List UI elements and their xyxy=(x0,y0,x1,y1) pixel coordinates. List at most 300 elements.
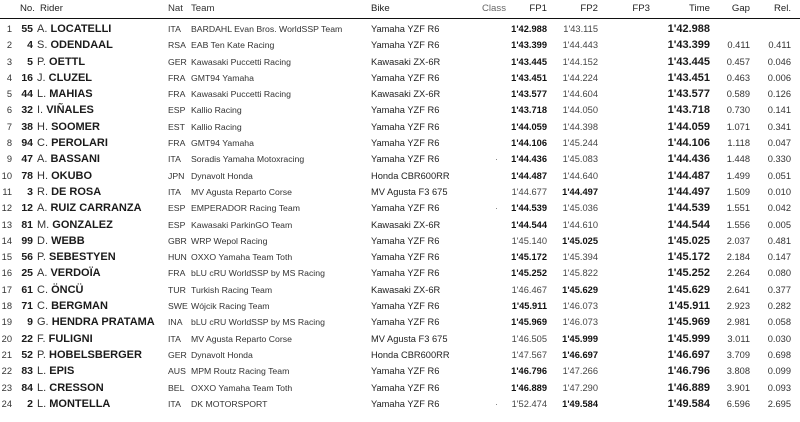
fp1-time: 1'43.577 xyxy=(511,89,547,100)
fp2-time: 1'44.050 xyxy=(562,105,598,116)
rider-initial: G. xyxy=(37,316,49,329)
rider-name xyxy=(37,119,100,135)
table-row xyxy=(0,265,800,281)
rider-name xyxy=(37,363,74,379)
position: 18 xyxy=(1,301,12,312)
table-row xyxy=(0,184,800,200)
best-time: 1'45.629 xyxy=(667,283,710,296)
rider-name xyxy=(37,396,110,412)
best-time: 1'43.399 xyxy=(667,39,710,52)
position: 7 xyxy=(6,121,12,132)
table-row xyxy=(0,54,800,70)
fp1-time: 1'44.059 xyxy=(511,121,547,132)
header-fp2: FP2 xyxy=(580,3,598,14)
best-time: 1'43.445 xyxy=(667,55,710,68)
rider-initial: C. xyxy=(37,283,48,296)
fp1-time: 1'46.505 xyxy=(511,333,547,344)
fp2-time: 1'44.610 xyxy=(562,219,598,230)
nationality: HUN xyxy=(168,252,187,263)
relative-gap: 0.005 xyxy=(767,219,791,230)
fp1-time: 1'43.451 xyxy=(511,72,547,83)
rider-initial: L. xyxy=(37,381,47,394)
rider-surname: OKUBO xyxy=(51,169,93,182)
team-name: GMT94 Yamaha xyxy=(191,138,254,149)
best-time: 1'44.059 xyxy=(667,120,710,133)
rider-initial: L. xyxy=(37,397,47,410)
fp2-time: 1'44.224 xyxy=(562,72,598,83)
position: 11 xyxy=(2,186,12,197)
rider-name xyxy=(37,168,92,184)
nationality: EST xyxy=(168,121,185,132)
table-row xyxy=(0,168,800,184)
gap: 1.499 xyxy=(726,170,750,181)
team-name: Turkish Racing Team xyxy=(191,284,273,295)
relative-gap: 0.006 xyxy=(767,72,791,83)
fp1-time: 1'46.889 xyxy=(511,382,547,393)
header-bike: Bike xyxy=(371,3,390,14)
nationality: GBR xyxy=(168,235,187,246)
position: 16 xyxy=(1,268,12,279)
rider-initial: C. xyxy=(37,300,48,313)
table-row xyxy=(0,298,800,314)
rider-name xyxy=(37,233,85,249)
rider-surname: ÖNCÜ xyxy=(51,283,84,296)
rider-name xyxy=(37,184,101,200)
team-name: DK MOTORSPORT xyxy=(191,398,268,409)
gap: 3.011 xyxy=(727,333,750,344)
rider-surname: CLUZEL xyxy=(48,71,93,84)
nationality: ITA xyxy=(168,398,181,409)
team-name: Dynavolt Honda xyxy=(191,170,253,181)
fp2-time: 1'44.497 xyxy=(562,186,598,197)
bike-model: Yamaha YZF R6 xyxy=(371,382,440,393)
team-name: Dynavolt Honda xyxy=(191,349,253,360)
gap: 3.901 xyxy=(726,382,750,393)
rider-number: 12 xyxy=(21,202,33,215)
nationality: ESP xyxy=(168,203,186,214)
table-row xyxy=(0,21,800,37)
nationality: ITA xyxy=(168,333,181,344)
rider-number: 4 xyxy=(27,39,33,52)
rider-surname: OETTL xyxy=(49,55,86,68)
rider-number: 83 xyxy=(21,365,33,378)
rider-number: 84 xyxy=(21,381,33,394)
rider-surname: EPIS xyxy=(49,365,75,378)
class-marker: · xyxy=(495,203,498,214)
bike-model: Kawasaki ZX-6R xyxy=(371,219,441,230)
team-name: Kallio Racing xyxy=(191,121,242,132)
header-team: Team xyxy=(191,3,215,14)
team-name: BARDAHL Evan Bros. WorldSSP Team xyxy=(191,24,343,34)
relative-gap: 0.093 xyxy=(767,382,791,393)
relative-gap: 0.330 xyxy=(767,154,791,165)
rider-name xyxy=(37,135,108,151)
position: 6 xyxy=(6,105,12,116)
bike-model: Yamaha YZF R6 xyxy=(371,105,440,116)
class-marker: · xyxy=(495,154,498,165)
team-name: Kawasaki ParkinGO Team xyxy=(191,219,293,230)
table-row xyxy=(0,314,800,330)
fp1-time: 1'45.252 xyxy=(511,268,547,279)
best-time: 1'44.539 xyxy=(667,202,710,215)
rider-number: 2 xyxy=(27,397,33,410)
fp1-time: 1'44.436 xyxy=(511,154,547,165)
header-gap: Gap xyxy=(731,3,750,14)
gap: 0.730 xyxy=(726,105,750,116)
bike-model: Yamaha YZF R6 xyxy=(371,154,440,165)
table-row xyxy=(0,282,800,298)
relative-gap: 0.058 xyxy=(767,317,791,328)
team-name: GMT94 Yamaha xyxy=(191,72,254,83)
rider-name xyxy=(37,70,92,86)
fp2-time: 1'44.152 xyxy=(562,56,598,67)
rider-surname: HOBELSBERGER xyxy=(49,348,142,361)
gap: 1.071 xyxy=(726,121,750,132)
nationality: FRA xyxy=(168,89,186,100)
nationality: FRA xyxy=(168,138,186,149)
gap: 2.184 xyxy=(726,252,750,263)
gap: 0.589 xyxy=(726,89,750,100)
position: 5 xyxy=(6,89,12,100)
nationality: GER xyxy=(168,56,187,67)
table-row xyxy=(0,200,800,216)
fp2-time: 1'45.999 xyxy=(562,333,598,344)
rider-surname: WEBB xyxy=(51,234,85,247)
table-row xyxy=(0,233,800,249)
fp1-time: 1'43.718 xyxy=(511,105,547,116)
rider-surname: SOOMER xyxy=(51,120,100,133)
team-name: Wójcik Racing Team xyxy=(191,301,270,312)
bike-model: Yamaha YZF R6 xyxy=(371,121,440,132)
fp2-time: 1'45.244 xyxy=(562,138,598,149)
rider-initial: P. xyxy=(37,55,46,68)
gap: 3.709 xyxy=(726,349,750,360)
position: 9 xyxy=(6,154,12,165)
position: 19 xyxy=(1,317,12,328)
rider-name xyxy=(37,200,142,216)
rider-initial: C. xyxy=(37,137,48,150)
position: 3 xyxy=(6,56,12,67)
rider-number: 78 xyxy=(21,169,33,182)
fp1-time: 1'45.172 xyxy=(511,252,547,263)
fp2-time: 1'44.640 xyxy=(562,170,598,181)
position: 20 xyxy=(1,333,12,344)
fp1-time: 1'44.544 xyxy=(511,219,547,230)
rider-surname: ODENDAAL xyxy=(50,39,113,52)
fp1-time: 1'42.988 xyxy=(511,24,547,34)
rider-surname: DE ROSA xyxy=(51,185,102,198)
rider-number: 99 xyxy=(21,234,33,247)
rider-number: 81 xyxy=(21,218,33,231)
rider-surname: GONZALEZ xyxy=(52,218,113,231)
rider-surname: HENDRA PRATAMA xyxy=(51,316,155,329)
best-time: 1'43.451 xyxy=(667,71,710,84)
best-time: 1'49.584 xyxy=(667,397,710,410)
table-row xyxy=(0,363,800,379)
position: 24 xyxy=(1,398,12,409)
nationality: ITA xyxy=(168,24,181,34)
fp2-time: 1'44.398 xyxy=(562,121,598,132)
rider-number: 16 xyxy=(21,71,33,84)
position: 8 xyxy=(6,138,12,149)
table-row xyxy=(0,119,800,135)
rider-number: 38 xyxy=(21,120,33,133)
rider-surname: BERGMAN xyxy=(51,300,108,313)
rider-number: 52 xyxy=(21,348,33,361)
relative-gap: 0.377 xyxy=(767,284,791,295)
rider-number: 44 xyxy=(21,88,33,101)
table-row xyxy=(0,70,800,86)
relative-gap: 0.698 xyxy=(767,349,791,360)
nationality: GER xyxy=(168,349,187,360)
rider-name xyxy=(37,265,101,281)
relative-gap: 0.481 xyxy=(767,235,791,246)
gap: 0.463 xyxy=(726,72,750,83)
rider-number: 94 xyxy=(21,137,33,150)
relative-gap: 0.010 xyxy=(767,186,791,197)
table-row xyxy=(0,396,800,412)
position: 13 xyxy=(1,219,12,230)
fp1-time: 1'52.474 xyxy=(511,398,547,409)
fp2-time: 1'44.604 xyxy=(562,89,598,100)
bike-model: Kawasaki ZX-6R xyxy=(371,56,441,67)
table-row xyxy=(0,331,800,347)
table-row xyxy=(0,37,800,53)
relative-gap: 2.695 xyxy=(767,398,791,409)
nationality: RSA xyxy=(168,40,186,51)
gap: 6.596 xyxy=(726,398,750,409)
fp1-time: 1'44.677 xyxy=(511,186,547,197)
relative-gap: 0.030 xyxy=(767,333,791,344)
rider-surname: MONTELLA xyxy=(49,397,111,410)
table-row xyxy=(0,135,800,151)
rider-initial: S. xyxy=(37,39,48,52)
relative-gap: 0.282 xyxy=(767,301,791,312)
fp2-time: 1'45.025 xyxy=(562,235,598,246)
gap: 1.118 xyxy=(727,138,750,149)
rider-surname: CRESSON xyxy=(49,381,104,394)
header-fp3: FP3 xyxy=(632,3,650,14)
rider-initial: H. xyxy=(37,120,48,133)
table-row xyxy=(0,249,800,265)
rider-number: 61 xyxy=(21,283,33,296)
gap: 3.808 xyxy=(726,366,750,377)
bike-model: Yamaha YZF R6 xyxy=(371,317,440,328)
fp2-time: 1'47.266 xyxy=(562,366,598,377)
best-time: 1'46.697 xyxy=(667,348,710,361)
table-row xyxy=(0,217,800,233)
fp2-time: 1'45.394 xyxy=(562,252,598,263)
rider-name xyxy=(37,347,142,363)
position: 23 xyxy=(1,382,12,393)
relative-gap: 0.080 xyxy=(767,268,791,279)
rider-number: 55 xyxy=(21,23,33,35)
best-time: 1'46.889 xyxy=(667,381,710,394)
fp2-time: 1'46.073 xyxy=(562,301,598,312)
fp2-time: 1'45.629 xyxy=(562,284,598,295)
best-time: 1'45.025 xyxy=(667,234,710,247)
best-time: 1'45.999 xyxy=(667,332,710,345)
table-row xyxy=(0,380,800,396)
nationality: FRA xyxy=(168,72,186,83)
rider-name xyxy=(37,37,113,53)
rider-initial: M. xyxy=(37,218,50,231)
nationality: INA xyxy=(168,317,183,328)
rider-name xyxy=(37,102,94,118)
rider-name xyxy=(37,21,111,37)
bike-model: Yamaha YZF R6 xyxy=(371,301,440,312)
position: 14 xyxy=(1,235,12,246)
team-name: Kawasaki Puccetti Racing xyxy=(191,89,291,100)
fp1-time: 1'45.140 xyxy=(511,235,547,246)
position: 22 xyxy=(1,366,12,377)
team-name: MV Agusta Reparto Corse xyxy=(191,186,292,197)
gap: 2.037 xyxy=(726,235,750,246)
rider-initial: R. xyxy=(37,185,48,198)
bike-model: Yamaha YZF R6 xyxy=(371,252,440,263)
gap: 2.641 xyxy=(726,284,750,295)
best-time: 1'45.969 xyxy=(667,316,710,329)
table-row xyxy=(0,102,800,118)
rider-initial: P. xyxy=(37,251,46,264)
header-fp1: FP1 xyxy=(529,3,547,14)
rider-surname: FULIGNI xyxy=(48,332,93,345)
rider-name xyxy=(37,54,85,70)
table-row xyxy=(0,151,800,167)
team-name: EMPERADOR Racing Team xyxy=(191,203,300,214)
nationality: ITA xyxy=(168,154,181,165)
best-time: 1'44.544 xyxy=(667,218,710,231)
best-time: 1'44.497 xyxy=(667,185,710,198)
fp1-time: 1'44.487 xyxy=(511,170,547,181)
rider-surname: LOCATELLI xyxy=(50,23,112,35)
nationality: ESP xyxy=(168,219,186,230)
relative-gap: 0.047 xyxy=(767,138,791,149)
fp1-time: 1'43.399 xyxy=(511,40,547,51)
rider-initial: L. xyxy=(37,365,47,378)
rider-initial: A. xyxy=(37,267,48,280)
rider-name xyxy=(37,249,116,265)
nationality: SWE xyxy=(168,301,188,312)
relative-gap: 0.126 xyxy=(767,89,791,100)
fp2-time: 1'46.073 xyxy=(562,317,598,328)
rider-name xyxy=(37,86,93,102)
rider-number: 22 xyxy=(21,332,33,345)
team-name: Kawasaki Puccetti Racing xyxy=(191,56,291,67)
nationality: JPN xyxy=(168,170,185,181)
rider-name xyxy=(37,282,83,298)
bike-model: Yamaha YZF R6 xyxy=(371,24,440,34)
best-time: 1'45.911 xyxy=(668,300,710,313)
rider-initial: H. xyxy=(37,169,48,182)
bike-model: Honda CBR600RR xyxy=(371,349,450,360)
gap: 0.411 xyxy=(727,40,750,51)
gap: 2.981 xyxy=(726,317,750,328)
relative-gap: 0.341 xyxy=(767,121,791,132)
rider-initial: P. xyxy=(37,348,46,361)
gap: 0.457 xyxy=(726,56,750,67)
fp2-time: 1'49.584 xyxy=(562,398,598,409)
bike-model: Yamaha YZF R6 xyxy=(371,203,440,214)
best-time: 1'46.796 xyxy=(667,365,710,378)
header-rel: Rel. xyxy=(773,3,791,14)
rider-initial: D. xyxy=(37,234,48,247)
rider-surname: MAHIAS xyxy=(49,88,93,101)
team-name: OXXO Yamaha Team Toth xyxy=(191,252,293,263)
bike-model: Yamaha YZF R6 xyxy=(371,235,440,246)
rider-initial: F. xyxy=(37,332,46,345)
rider-name xyxy=(37,217,113,233)
header-no: No. xyxy=(20,3,35,14)
fp2-time: 1'45.036 xyxy=(562,203,598,214)
relative-gap: 0.147 xyxy=(767,252,791,263)
header-time: Time xyxy=(689,3,710,14)
rider-number: 3 xyxy=(27,185,33,198)
fp2-time: 1'43.115 xyxy=(563,24,598,34)
table-body xyxy=(0,21,800,412)
rider-initial: I. xyxy=(37,104,44,117)
rider-number: 56 xyxy=(21,251,33,264)
bike-model: Kawasaki ZX-6R xyxy=(371,89,441,100)
fp1-time: 1'44.106 xyxy=(511,138,547,149)
relative-gap: 0.042 xyxy=(767,203,791,214)
rider-number: 32 xyxy=(21,104,33,117)
nationality: ITA xyxy=(168,186,181,197)
rider-name xyxy=(37,298,108,314)
rider-name xyxy=(37,380,104,396)
rider-surname: RUIZ CARRANZA xyxy=(50,202,142,215)
position: 1 xyxy=(6,24,12,34)
bike-model: Kawasaki ZX-6R xyxy=(371,284,441,295)
relative-gap: 0.051 xyxy=(767,170,791,181)
nationality: BEL xyxy=(168,382,185,393)
rider-initial: A. xyxy=(37,153,48,166)
rider-surname: SEBESTYEN xyxy=(49,251,116,264)
fp1-time: 1'46.467 xyxy=(511,284,547,295)
fp1-time: 1'47.567 xyxy=(511,349,547,360)
gap: 1.448 xyxy=(726,154,750,165)
fp2-time: 1'45.822 xyxy=(562,268,598,279)
header-class: Class xyxy=(482,3,506,14)
team-name: bLU cRU WorldSSP by MS Racing xyxy=(191,268,325,279)
rider-name xyxy=(37,331,93,347)
team-name: WRP Wepol Racing xyxy=(191,235,268,246)
table-row xyxy=(0,86,800,102)
best-time: 1'45.172 xyxy=(667,251,710,264)
gap: 1.556 xyxy=(726,219,750,230)
fp2-time: 1'46.697 xyxy=(562,349,598,360)
nationality: ESP xyxy=(168,105,186,116)
team-name: EAB Ten Kate Racing xyxy=(191,40,275,51)
rider-initial: A. xyxy=(37,202,48,215)
position: 4 xyxy=(6,72,12,83)
rider-number: 71 xyxy=(21,300,33,313)
rider-initial: L. xyxy=(37,88,47,101)
bike-model: MV Agusta F3 675 xyxy=(371,333,448,344)
rider-surname: VIÑALES xyxy=(46,104,94,117)
position: 2 xyxy=(6,40,12,51)
gap: 2.264 xyxy=(726,268,750,279)
rider-number: 47 xyxy=(21,153,33,166)
rider-number: 9 xyxy=(27,316,33,329)
bike-model: MV Agusta F3 675 xyxy=(371,186,448,197)
fp2-time: 1'45.083 xyxy=(562,154,598,165)
position: 15 xyxy=(1,252,12,263)
position: 12 xyxy=(1,203,12,214)
gap: 2.923 xyxy=(726,301,750,312)
rider-name xyxy=(37,151,100,167)
gap: 1.509 xyxy=(726,186,750,197)
